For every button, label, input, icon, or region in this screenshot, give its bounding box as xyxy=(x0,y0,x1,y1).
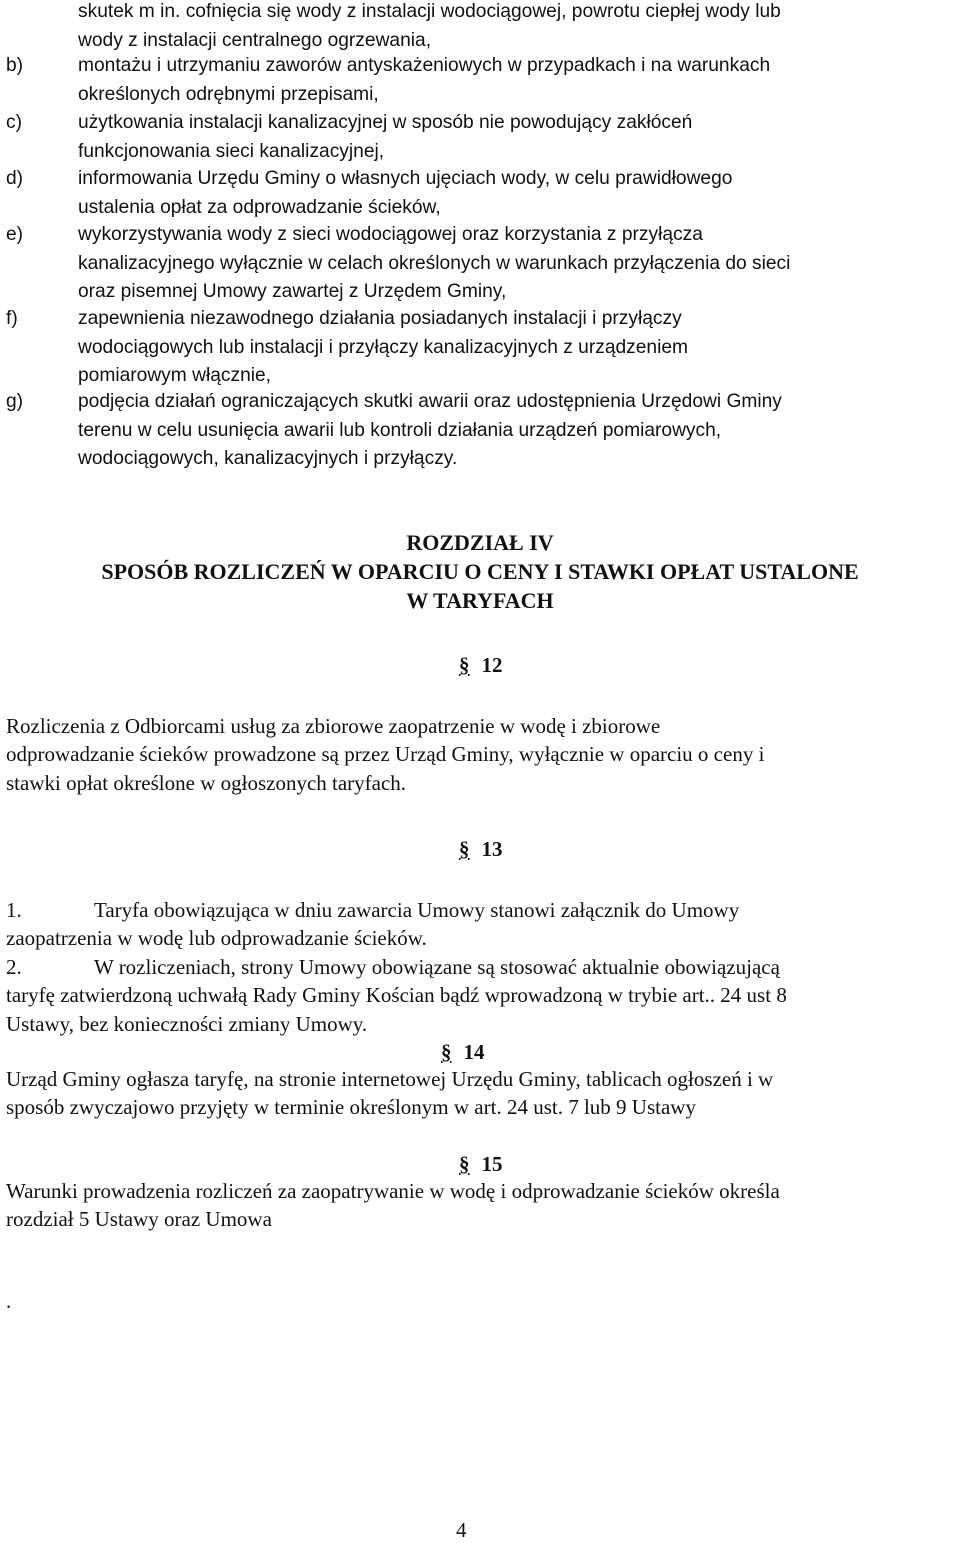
chapter-title-line: W TARYFACH xyxy=(406,588,554,613)
list-item-f xyxy=(6,305,956,391)
section-symbol: § xyxy=(459,1152,470,1176)
list-item-label: e) xyxy=(6,224,24,245)
list-item-line: montażu i utrzymaniu zaworów antyskażeniowych w przypadkach i na warunkach xyxy=(78,55,771,76)
section-14-heading xyxy=(441,1038,485,1066)
section-15-heading xyxy=(459,1150,503,1178)
list-item-e xyxy=(6,221,956,307)
paragraph-line: zaopatrzenia w wodę lub odprowadzanie ścieków. xyxy=(6,926,427,951)
list-item-line: zapewnienia niezawodnego działania posiadanych instalacji i przyłączy xyxy=(78,308,682,329)
list-item-d xyxy=(6,165,956,222)
list-item-line: terenu w celu usunięcia awarii lub kontroli działania urządzeń pomiarowych, xyxy=(78,419,722,441)
paragraph-line: W rozliczeniach, strony Umowy obowiązane są stosować aktualnie obowiązującą xyxy=(94,954,780,979)
section-number: 12 xyxy=(481,653,503,677)
paragraph-line: sposób zwyczajowo przyjęty w terminie określonym w art. 24 ust. 7 lub 9 Ustawy xyxy=(6,1095,696,1120)
list-item-line: wodociągowych, kanalizacyjnych i przyłączy. xyxy=(78,448,458,470)
list-item-line: kanalizacyjnego wyłącznie w celach określonych w warunkach przyłączenia do sieci xyxy=(78,252,791,274)
paragraph-line: Taryfa obowiązująca w dniu zawarcia Umowy stanowi załącznik do Umowy xyxy=(94,898,740,922)
section-symbol: § xyxy=(459,653,470,677)
section-number: 15 xyxy=(481,1152,503,1176)
paragraph-line: Rozliczenia z Odbiorcami usług za zbiorowe zaopatrzenie w wodę i zbiorowe xyxy=(6,714,661,738)
list-item-label: f) xyxy=(6,308,18,329)
list-item-line: wykorzystywania wody z sieci wodociągowej oraz korzystania z przyłącza xyxy=(78,224,703,245)
section-symbol: § xyxy=(441,1040,452,1064)
numbered-point xyxy=(6,953,958,981)
paragraph-line: rozdział 5 Ustawy oraz Umowa xyxy=(6,1207,272,1232)
chapter-number: ROZDZIAŁ IV xyxy=(406,530,554,555)
section-12-heading xyxy=(459,651,503,679)
list-item-line: wody z instalacji centralnego ogrzewania, xyxy=(78,29,432,51)
list-item-g xyxy=(6,388,956,474)
section-number: 14 xyxy=(463,1040,485,1064)
stray-dot: . xyxy=(6,1289,12,1313)
list-item-label: g) xyxy=(6,391,24,412)
paragraph-line: Warunki prowadzenia rozliczeń za zaopatrywanie w wodę i odprowadzanie ścieków określa xyxy=(6,1179,780,1203)
list-item-line: wodociągowych lub instalacji i przyłączy kanalizacyjnych z urządzeniem xyxy=(78,336,689,358)
list-item-line: ustalenia opłat za odprowadzanie ścieków, xyxy=(78,196,441,218)
paragraph-line: stawki opłat określone w ogłoszonych taryfach. xyxy=(6,770,407,795)
page-number: 4 xyxy=(456,1518,467,1542)
list-item-b xyxy=(6,52,956,109)
list-item-line: oraz pisemnej Umowy zawartej z Urzędem Gminy, xyxy=(78,281,507,303)
list-item-c xyxy=(6,109,956,166)
list-item-label: c) xyxy=(6,112,22,133)
list-item-line: skutek m in. cofnięcia się wody z instalacji wodociągowej, powrotu ciepłej wody lub xyxy=(78,1,781,22)
point-number: 2. xyxy=(6,954,22,979)
section-13-heading xyxy=(459,835,503,863)
list-item-label: d) xyxy=(6,168,24,189)
section-13-paragraph xyxy=(6,896,958,1038)
paragraph-line: taryfę zatwierdzoną uchwałą Rady Gminy Kościan bądź wprowadzoną w trybie art.. 24 ust 8 xyxy=(6,983,787,1008)
numbered-point xyxy=(6,896,958,924)
section-12-paragraph xyxy=(6,712,958,797)
paragraph-line: odprowadzanie ścieków prowadzone są przez Urząd Gminy, wyłącznie w oparciu o ceny i xyxy=(6,742,765,767)
section-number: 13 xyxy=(481,837,503,861)
list-item-line: określonych odrębnymi przepisami, xyxy=(78,83,379,105)
paragraph-line: Ustawy, bez konieczności zmiany Umowy. xyxy=(6,1011,368,1036)
list-item-label: b) xyxy=(6,55,24,76)
list-item-line: funkcjonowania sieci kanalizacyjnej, xyxy=(78,140,385,162)
section-14-paragraph xyxy=(6,1065,958,1122)
paragraph-line: Urząd Gminy ogłasza taryfę, na stronie internetowej Urzędu Gminy, tablicach ogłoszeń i w xyxy=(6,1067,774,1091)
list-item-line: podjęcia działań ograniczających skutki awarii oraz udostępnienia Urzędowi Gminy xyxy=(78,391,782,412)
list-item-line: pomiarowym włącznie, xyxy=(78,365,271,387)
chapter-title-line: SPOSÓB ROZLICZEŃ W OPARCIU O CENY I STAWKI OPŁAT USTALONE xyxy=(101,559,859,584)
list-item-continuation xyxy=(6,0,956,55)
list-item-line: informowania Urzędu Gminy o własnych ujęciach wody, w celu prawidłowego xyxy=(78,168,733,189)
chapter-heading xyxy=(0,528,960,615)
list-item-line: użytkowania instalacji kanalizacyjnej w sposób nie powodujący zakłóceń xyxy=(78,112,693,133)
point-number: 1. xyxy=(6,898,22,922)
section-15-paragraph xyxy=(6,1177,958,1234)
section-symbol: § xyxy=(459,837,470,861)
